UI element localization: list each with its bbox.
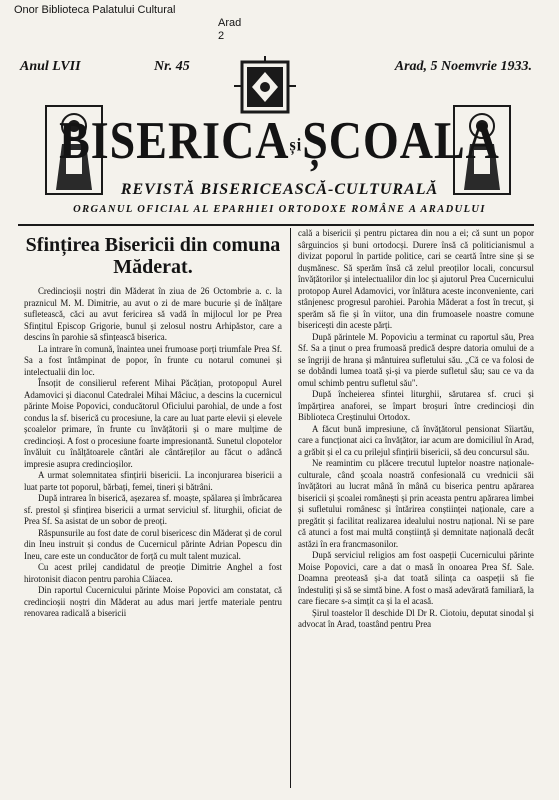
paragraph: Din raportul Cucernicului părinte Moise Popovici am constatat, că credincioșii noștri din Măderat au adus mari jertfe materiale pentru renovarea radicală a bisericii [24, 585, 282, 618]
header-divider [18, 224, 534, 226]
paragraph: A făcut bună impresiune, că învățătorul pensionat Sîiartău, care a funcționat aici ca învățător, iar acum are domiciliul în Arad, a grăbit și el ca cu prilejul sfințirii bisericii, să deu concursul său. [298, 423, 534, 457]
paragraph: Ne reamintim cu plăcere trecutul luptelor noastre naționale-culturale, când școala noastră confesională cu vrednicii săi învățători au lucrat mână în mână cu biserica pentru apărarea bisericii și școalei românești și prin aceasta pentru apărarea limbei și sufletului românesc și întărirea conștiinței naționale, care a pregătit și facilitat realizarea idealului nostru național. Ni se pare că atunci a fost mai multă conștiință și demnitate națională decât astăzi în era francmasonilor. [298, 458, 534, 549]
paragraph: Credincioșii noștri din Măderat în ziua de 26 Octombrie a. c. la praznicul M. M. Dimitrie, au avut o zi de mare bucurie și de înălțare sufletească, căci au avut fericirea să vadă în mijlocul lor pe Prea Sfințitul Episcop Grigorie, bunul și zelosul nostru Arhipăstor, care a descins în parohie să sfințească biserica. [24, 286, 282, 342]
article-title: Sfințirea Bisericii din comuna Măderat. [25, 234, 281, 278]
issue-date: Arad, 5 Noemvrie 1933. [394, 59, 532, 74]
paragraph: Șirul toastelor îl deschide Dl Dr R. Ciotoiu, deputat sinodal și advocat în Arad, toastând pentru Prea [298, 607, 534, 629]
paragraph: Cu acest prilej candidatul de preoție Dimitrie Anghel a fost hirotonisit diacon pentru parohia Căiacea. [24, 562, 282, 584]
paragraph: Răspunsurile au fost date de corul bisericesc din Măderat și de corul din Ineu instruit și condus de Cucernicul părinte Adrian Popescu din Ineu, care este un conducător de forță cu mult talent muzical. [24, 527, 282, 561]
paragraph: După intrarea în biserică, așezarea sf. moaște, spălarea și îmbrăcarea sf. prestol și sfințirea bisericii a urmat serviciul sf. liturghii, oficiat de Prea Sf. Sa asistat de un sobor de preoți. [24, 493, 282, 526]
article-column-right [298, 228, 534, 790]
stamp-line-2: Arad [218, 17, 242, 29]
issue-number: Nr. 45 [154, 59, 190, 74]
title-right: ȘCOALA [302, 110, 500, 170]
article-column-left [24, 228, 282, 790]
paragraph: După părintele M. Popovicìu a terminat cu raportul său, Prea Sf. Sa a ținut o prea frumoasă predică despre datoria omului de a se îngriji de hrana și mântuirea sufletului său. „Că ce va folosi de se dobândi lumea toată și-și va pierde sufletul său; sau ce va da omul schimb pentru sufletul său". [298, 331, 534, 388]
crest-emblem-icon [230, 56, 300, 118]
volume-number: Anul LVII [20, 59, 81, 74]
masthead-title [0, 110, 559, 173]
title-left: BISERICA [59, 110, 290, 170]
paragraph: cală a bisericii și pentru pictarea din nou a ei; că sunt un popor sârguincios și buni ortodocși. Durere însă că politicianismul a divizat poporul în partide politice, cari se ceartă între sine și se dușmănesc. Să sperăm însă că zelul preoților locali, concursul învățătorilor și intelectualilor din loc și ajutorul Prea Cucernicului protopop Aurel Adamovici, vor înlătura aceste inconveniente, cari stânjenesc progresul parohiei. Parohia Măderat a fost în trecut, și sperăm să fie și în viitor, una din frumoasele noastre comune bisericești din aceste părți. [298, 228, 534, 330]
masthead-organ-line: ORGANUL OFICIAL AL EPARHIEI ORTODOXE ROMÂNE A ARADULUI [73, 204, 486, 215]
paragraph: După serviciul religios am fost oaspeții Cucernicului părinte Moise Popovici, care a dat o masă în onoarea Prea Sf. Sale. Doamna preoteasă și-a dat toată silința ca oaspeții să fie îndestuliți și să se simtă bine. A fost o masă adevărată familiară, la care fiecare s-a simțit ca și la el acasă. [298, 550, 534, 606]
title-conjunction: și [289, 135, 303, 155]
stamp-line-1: Onor Biblioteca Palatului Cultural [14, 4, 176, 16]
library-stamp [14, 4, 241, 43]
paragraph: Însoțit de consilierul referent Mihai Păcățian, protopopul Aurel Adamovici și diaconul Catedralei Mihai Mâciuc, a descins la cucernicul părinte Moise Popovici, conducătorul Oficiului parohial, de unde a fost condus la sf. biserică cu procesiune, la care au luat parte elevii și elevele școalelor primare, în frunte cu învățătorii și o mare mulțime de credincioși. A fost o procesiune foarte impresionantă. Sunetul clopotelor învăluit cu înălțătoarele cântări ale cântăreților au făcut o adâncă impresie asupra credincioșilor. [24, 378, 282, 469]
paragraph: La intrare în comună, înaintea unei frumoase porți triumfale Prea Sf. Sa a fost întâmpinat de popor, în frunte cu notarul comunei și intelectualii din loc. [24, 343, 282, 377]
paragraph: A urmat solemnitatea sfințirii bisericii. La inconjurarea bisericii a luat parte tot poporul, bărbați, femei, tineri și bătrâni. [24, 470, 282, 492]
stamp-line-3: 2 [218, 30, 225, 42]
masthead-subtitle: REVISTĂ BISERICEASCĂ-CULTURALĂ [120, 181, 439, 198]
paragraph: După încheierea sfintei liturghii, sărutarea sf. cruci și împărțirea anaforei, se împart broșuri între credincioși din Biblioteca Creștinului Ortodox. [298, 389, 534, 422]
column-divider [290, 228, 291, 788]
